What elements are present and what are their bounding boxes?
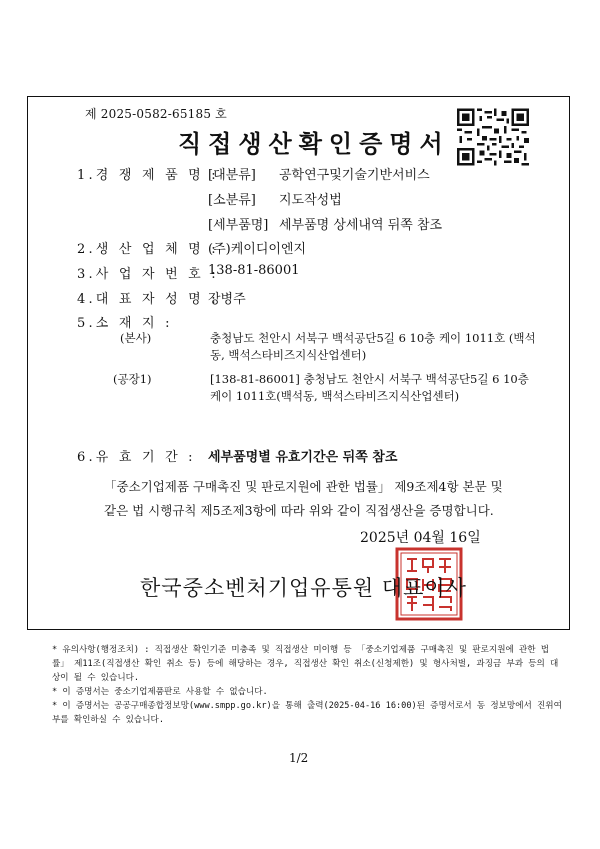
note-1: * 유의사항(행정조치) : 직접생산 확인기준 미충족 및 직접생산 미이행 등 「중소기업제품 구매촉진 및 판로지원에 관한 법률」 제11조(직접생산 확인 취소 등) 등에 해당하는 경우, 직접생산 확인 취소(신청제한) 및 형사처벌, 과징금 부과 등의 대상이 될 수 있습니다. [52,645,559,683]
note-2: * 이 증명서는 중소기업제품판로 사용할 수 없습니다. [52,687,268,697]
qr-code-icon [457,108,529,166]
issuer-name: 한국중소벤처기업유통원 대표이사 [140,576,467,600]
document-number: 제 2025-0582-65185 호 [85,107,227,121]
page-title: 직접생산확인증명서 [178,129,450,158]
hq-address-line2: 동, 백석스타비즈지식산업센터) [210,348,367,362]
validity-label: 6.유 효 기 간 : [77,450,196,465]
ceo-value: 강병주 [208,292,246,307]
ceo-label: 4.대 표 자 성 명 : [77,292,219,307]
business-number-value: 138-81-86001 [208,263,300,278]
factory-address-line2: 케이 1011호(백석동, 백석스타비즈지식산업센터) [210,389,460,403]
category-minor-value: 지도작성법 [279,193,342,208]
page-number: 1/2 [289,751,309,765]
company-label: 2.생 산 업 체 명 : [77,242,219,257]
location-label: 5.소 재 지 : [77,316,173,331]
hq-tag: (본사) [120,331,152,345]
hq-address-line1: 충청남도 천안시 서북구 백석공단5길 6 10층 케이 1011호 (백석 [210,331,536,345]
product-label: 1.경 쟁 제 품 명 : [77,168,219,183]
category-detail-value: 세부품명 상세내역 뒤쪽 참조 [279,218,443,233]
note-3: * 이 증명서는 공공구매종합정보망(www.smpp.go.kr)을 통해 출력(2025-04-16 16:00)된 증명서로서 동 정보망에서 진위여부를 확인하실 수 있습니다. [52,701,562,725]
category-major-value: 공학연구및기술기반서비스 [279,168,430,183]
issue-date: 2025년 04월 16일 [360,530,481,546]
company-value: (주)케이디이엔지 [208,242,307,257]
statement-line1: 「중소기업제품 구매촉진 및 판로지원에 관한 법률」 제9조제4항 본문 및 [104,479,503,494]
factory-tag: (공장1) [113,372,152,386]
statement-line2: 같은 법 시행규칙 제5조제3항에 따라 위와 같이 직접생산을 증명합니다. [104,503,494,518]
validity-value: 세부품명별 유효기간은 뒤쪽 참조 [208,450,398,465]
category-major-tag: [대분류] [208,168,256,183]
business-number-label: 3.사 업 자 번 호 : [77,267,219,282]
factory-address-line1: [138-81-86001] 충청남도 천안시 서북구 백석공단5길 6 10층 [210,372,529,386]
category-minor-tag: [소분류] [208,193,256,208]
category-detail-tag: [세부품명] [208,218,269,233]
